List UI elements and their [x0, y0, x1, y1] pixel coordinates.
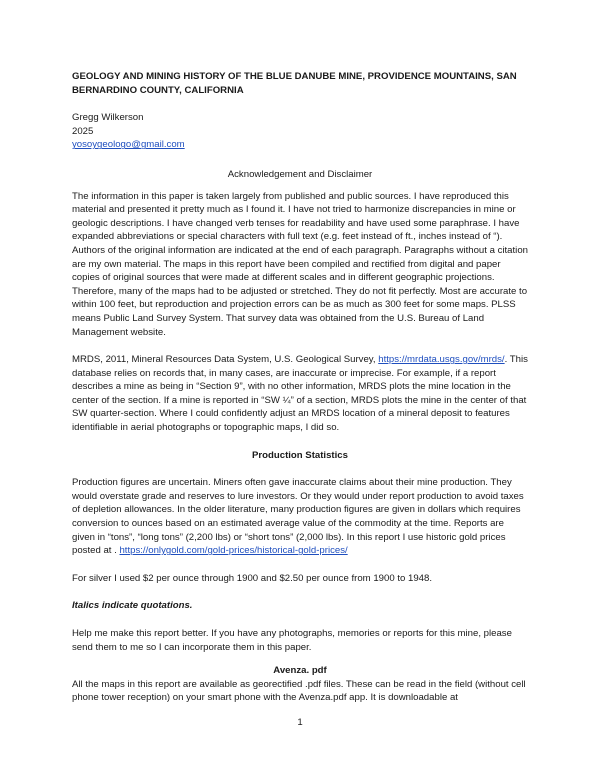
mrds-text-end: . This database relies on records that, in many cases, are inaccurate or imprecise. For example, if a report describes a mine as being in “Section 9”, with no other information, MRDS plots the mine location in the center of the section. If a mine is reported in “SW ¼” of a section, MRDS plots the mine in the center of that SW quarter-section. Where I could confidently adjust an MRDS location of a mineral deposit to features identifiable in aerial photographs or topographic maps, I did so. — [72, 354, 528, 434]
page-content — [72, 70, 528, 705]
help-paragraph: Help me make this report better. If you have any photographs, memories or reports for this mine, please send them to me so I can incorporate them in this paper. — [72, 628, 512, 653]
production-text: Production figures are uncertain. Miners often gave inaccurate claims about their mine production. They would overstate grade and reserves to lure investors. Or they would under report production to avoid taxes of depletion allowances. In the older literature, many production figures are given in dollars which requires conversion to ounces based on an estimated average value of the commodity at the time. Reports are given in “tons”, “long tons” (2,200 lbs) or “short tons” (2,000 lbs). In this report I use historic gold prices posted at . — [72, 477, 524, 557]
author-name: Gregg Wilkerson — [72, 112, 144, 124]
mrds-paragraph — [72, 353, 528, 435]
gold-prices-link[interactable]: https://onlygold.com/gold-prices/historical-gold-prices/ — [119, 545, 348, 557]
production-paragraph — [72, 476, 528, 558]
production-heading: Production Statistics — [252, 449, 348, 461]
ack-paragraph: The information in this paper is taken largely from published and public sources. I have reproduced this material and presented it pretty much as I found it. I have not tried to harmonize discrepancies in mine or geologic descriptions. I have changed verb tenses for readability and have used some paraphrase. I have expanded abbreviations or special characters with full text (e.g. feet instead of ft., inches instead of “). Authors of the original information are indicated at the end of each paragraph. Paragraphs without a citation are my own material. The maps in this report have been compiled and rectified from digital and paper copies of original sources that were made at different scales and in different geographic projections. Therefore, many of the maps had to be adjusted or stretched. They do not fit perfectly. Most are accurate to within 100 feet, but reproduction and projection errors can be as much as 300 feet for some maps. PLSS means Public Land Survey System. That survey data was obtained from the U.S. Bureau of Land Management website. — [72, 190, 528, 338]
avenza-heading: Avenza. pdf — [273, 665, 327, 677]
title-line-1: GEOLOGY AND MINING HISTORY OF THE BLUE DANUBE MINE, PROVIDENCE MOUNTAINS, SAN — [72, 71, 517, 82]
avenza-paragraph: All the maps in this report are available as georectified .pdf files. These can be read in the field (without cell phone tower reception) on your smart phone with the Avenza.pdf app. It is downloadable at — [72, 678, 526, 704]
mrds-link[interactable]: https://mrdata.usgs.gov/mrds/ — [378, 354, 505, 366]
document-title — [72, 70, 528, 97]
title-line-2: BERNARDINO COUNTY, CALIFORNIA — [72, 84, 244, 96]
mrds-text-start: MRDS, 2011, Mineral Resources Data System, U.S. Geological Survey, — [72, 354, 379, 366]
author-block — [72, 111, 528, 152]
page-number: 1 — [297, 717, 303, 728]
silver-paragraph: For silver I used $2 per ounce through 1900 and $2.50 per ounce from 1900 to 1948. — [72, 572, 433, 584]
ack-heading: Acknowledgement and Disclaimer — [227, 168, 373, 180]
publication-year: 2025 — [72, 125, 94, 137]
italics-note: Italics indicate quotations. — [72, 600, 193, 612]
author-email-link[interactable]: yosoygeologo@gmail.com — [72, 139, 185, 151]
